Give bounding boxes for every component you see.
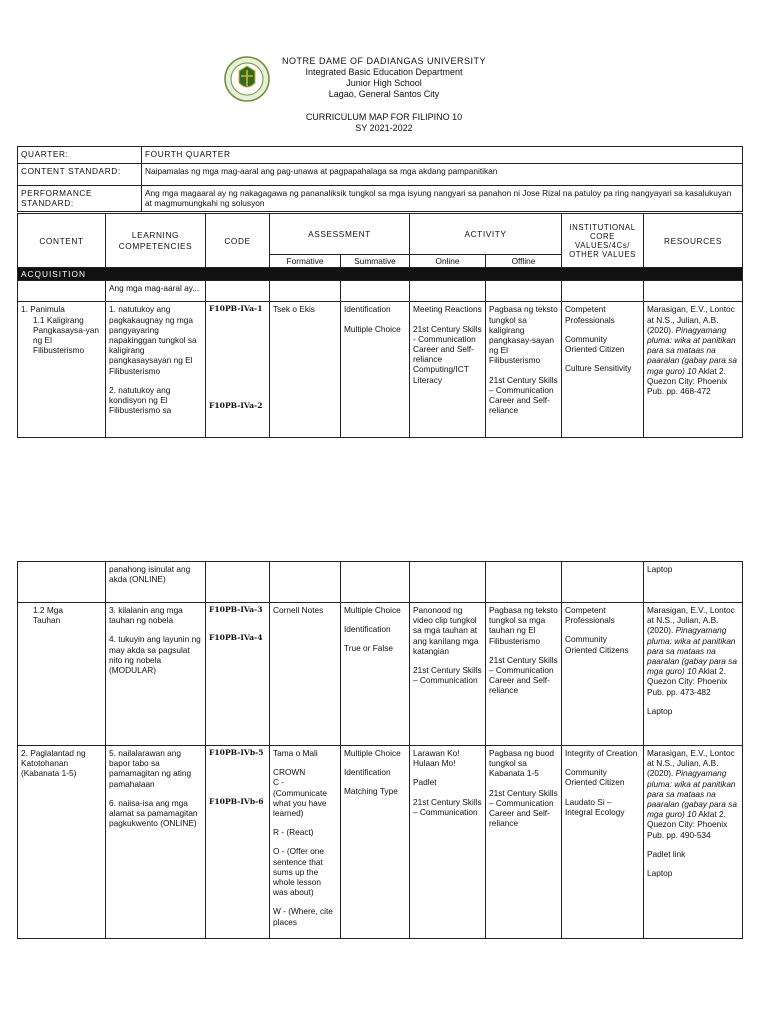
offline-item: 21st Century Skills – Communication Career and Self-reliance: [489, 787, 558, 829]
formative-cell: [270, 746, 341, 939]
school-name: NOTRE DAME OF DADIANGAS UNIVERSITY: [281, 56, 487, 66]
performance-standard-value: Ang mga magaaral ay ng nakagagawa ng pananaliksik tungkol sa mga isyung nangyari sa panahon ni Jose Rizal na patuloy pa ring nangyayari sa kasalukuyan at magmumungkahi ng solusyon: [142, 186, 743, 212]
value-item: Laudato Si – Integral Ecology: [565, 796, 625, 817]
content-standard-label: CONTENT STANDARD:: [18, 164, 142, 186]
col-competencies-header: LEARNING COMPETENCIES: [106, 214, 206, 268]
formative-item: C - (Communicate what you have learned): [273, 777, 327, 819]
empty-cell: [206, 562, 270, 603]
formative-item: W - (Where, cite places: [273, 906, 333, 927]
quarter-label: QUARTER:: [18, 147, 142, 164]
formative-cell: Tsek o Ekis: [270, 302, 341, 438]
competency-item: 3. kilalanin ang mga tauhan ng nobela: [109, 605, 183, 626]
resources-cell: [644, 603, 743, 746]
col-values-header: INSTITUTIONAL CORE VALUES/4Cs/ OTHER VALUES: [562, 214, 644, 268]
empty-cell: [18, 562, 106, 603]
formative-header: Formative: [270, 255, 341, 268]
school-year: SY 2021-2022: [355, 123, 413, 133]
online-item: Padlet: [413, 777, 437, 788]
offline-cell: [486, 302, 562, 438]
summative-cell: [341, 603, 410, 746]
resource-authors: Marasigan, E.V., Lontoc at N.S., Julian, A.B. (2020).: [647, 304, 735, 335]
competency-code: F10PB-IVa-1: [209, 304, 263, 314]
online-cell: [410, 603, 486, 746]
value-item: Competent Professionals: [565, 304, 615, 325]
content-topic: 1. Panimula: [21, 304, 65, 315]
competency-item: 4. tukuyin ang layunin ng may akda sa pagsulat nito ng nobela (MODULAR): [109, 634, 201, 676]
offline-item: Pagbasa ng teksto tungkol sa mga tauhan ng El Filibusterismo: [489, 605, 558, 646]
summative-item: Identification: [344, 624, 391, 635]
resource-continued: Laptop: [644, 562, 743, 603]
content-cell: [18, 603, 106, 746]
empty-cell: [206, 281, 270, 302]
section-acquisition: ACQUISITION: [18, 268, 743, 281]
summative-item: Multiple Choice: [344, 748, 401, 758]
values-cell: [562, 746, 644, 939]
summative-header: Summative: [341, 255, 410, 268]
offline-item: 21st Century Skills – Communication Career and Self-reliance: [489, 654, 558, 696]
resource-book-title: Pinagyamang pluma: wika at panitikan para sa mataas na paaralan (gabay para sa mga guro) 10: [647, 324, 737, 376]
content-standard-value: Naipamalas ng mga mag-aaral ang pag-unawa at pagpapahalaga sa mga akdang pampanitikan: [142, 164, 743, 186]
empty-cell: [486, 562, 562, 603]
offline-header: Offline: [486, 255, 562, 268]
resource-authors: Marasigan, E.V., Lontoc at N.S., Julian, A.B. (2020).: [647, 748, 735, 779]
competency-item: 2. natutukoy ang kondisyon ng El Filibusterismo sa: [109, 384, 172, 416]
resource-device: Laptop: [647, 868, 673, 879]
resource-book-title: Pinagyamang pluma: wika at panitikan para sa mataas na paaralan (gabay para sa mga guro) 10: [647, 625, 737, 677]
summative-cell: [341, 746, 410, 939]
col-activity-header: ACTIVITY: [410, 214, 562, 255]
resources-cell: [644, 746, 743, 939]
standards-table: [17, 146, 743, 212]
competency-code: F10PB-IVa-3: [209, 605, 263, 614]
resource-publisher: Aklat 2. Quezon City: Phoenix Pub. pp. 490-534: [647, 809, 728, 840]
school-address: Lagao, General Santos City: [328, 89, 440, 99]
col-resources-header: RESOURCES: [644, 214, 743, 268]
col-assessment-header: ASSESSMENT: [270, 214, 410, 255]
values-cell: [562, 603, 644, 746]
competencies-cell: [106, 302, 206, 438]
quarter-value: FOURTH QUARTER: [142, 147, 743, 164]
document-header: [0, 56, 768, 100]
summative-item: Matching Type: [344, 786, 398, 797]
curriculum-table-continued: [17, 561, 743, 939]
empty-cell: [270, 562, 341, 603]
online-item: Larawan Ko! Hulaan Mo!: [413, 748, 460, 769]
formative-item: R - (React): [273, 827, 314, 838]
code-cell: [206, 302, 270, 438]
summative-item: Identification: [344, 304, 391, 315]
competency-code: F10PB-IVb-6: [209, 797, 264, 807]
resources-cell: [644, 302, 743, 438]
empty-cell: [341, 281, 410, 302]
curriculum-table: [17, 213, 743, 438]
offline-cell: [486, 603, 562, 746]
summative-item: Multiple Choice: [344, 605, 401, 615]
intro-competency: Ang mga mag-aaral ay...: [106, 281, 206, 302]
empty-cell: [562, 281, 644, 302]
value-item: Community Oriented Citizens: [565, 634, 629, 655]
code-cell: [206, 603, 270, 746]
empty-cell: [270, 281, 341, 302]
values-cell: [562, 302, 644, 438]
competencies-cell: [106, 603, 206, 746]
empty-cell: [486, 281, 562, 302]
department-name: Integrated Basic Education Department: [305, 67, 463, 77]
value-item: Competent Professionals: [565, 605, 615, 626]
competency-code: F10PB-IVb-5: [209, 748, 264, 757]
online-header: Online: [410, 255, 486, 268]
empty-cell: [644, 281, 743, 302]
value-item: Culture Sensitivity: [565, 363, 632, 374]
summative-item: Multiple Choice: [344, 323, 401, 334]
summative-cell: [341, 302, 410, 438]
content-cell: 2. Paglalantad ng Katotohanan (Kabanata 1-5): [18, 746, 106, 939]
resource-link: Padlet link: [647, 848, 686, 859]
performance-standard-label: PERFORMANCE STANDARD:: [18, 186, 142, 212]
content-subtopic: 1.1 Kaligirang Pangkasaysa-yan ng El Filibusterismo: [33, 314, 99, 356]
formative-item: O - (Offer one sentence that sums up the whole lesson was about): [273, 846, 325, 898]
competency-code: F10PB-IVa-4: [209, 633, 263, 643]
empty-cell: [18, 281, 106, 302]
online-cell: [410, 302, 486, 438]
value-item: Community Oriented Citizen: [565, 767, 625, 788]
document-title-block: [0, 112, 768, 134]
col-code-header: CODE: [206, 214, 270, 268]
competencies-cell: [106, 746, 206, 939]
offline-cell: [486, 746, 562, 939]
online-item: Panonood ng video clip tungkol sa mga tauhan at ang kanilang mga katangian: [413, 605, 479, 656]
competency-item: 1. natutukoy ang pagkakaugnay ng mga pangyayaring napakinggan tungkol sa kaligirang pangkasaysayan ng El Filibusterismo: [109, 304, 197, 376]
content-cell: [18, 302, 106, 438]
resource-authors: Marasigan, E.V., Lontoc at N.S., Julian, A.B. (2020).: [647, 605, 735, 636]
formative-cell: Cornell Notes: [270, 603, 341, 746]
resource-publisher: Aklat 2. Quezon City: Phoenix Pub. pp. 473-482: [647, 666, 728, 697]
value-item: Integrity of Creation: [565, 748, 638, 758]
offline-item: 21st Century Skills – Communication Career and Self-reliance: [489, 374, 558, 416]
offline-item: Pagbasa ng teksto tungkol sa kaligirang pangkasay-sayan ng El Filibusterismo: [489, 304, 558, 366]
summative-item: Identification: [344, 767, 391, 778]
online-item: Meeting Reactions: [413, 304, 482, 315]
formative-item: Tama o Mali: [273, 748, 318, 758]
empty-cell: [410, 562, 486, 603]
school-level: Junior High School: [346, 78, 422, 88]
content-subtopic: 1.2 Mga Tauhan: [33, 605, 63, 626]
empty-cell: [410, 281, 486, 302]
competency-item: 6. naiisa-isa ang mga alamat sa pamamagitan pagkukwento (ONLINE): [109, 797, 198, 829]
value-item: Community Oriented Citizen: [565, 333, 625, 355]
resource-book-title: Pinagyamang pluma: wika at panitikan para sa mataas na paaralan (gabay para sa mga guro) 10: [647, 768, 737, 820]
empty-cell: [562, 562, 644, 603]
empty-cell: [341, 562, 410, 603]
competency-continued: panahong isinulat ang akda (ONLINE): [106, 562, 206, 603]
resource-publisher: Aklat 2. Quezon City: Phoenix Pub. pp. 468-472: [647, 365, 728, 397]
summative-item: True or False: [344, 643, 394, 654]
online-cell: [410, 746, 486, 939]
offline-item: Pagbasa ng buod tungkol sa Kabanata 1-5: [489, 748, 555, 779]
resource-device: Laptop: [647, 705, 673, 716]
online-item: 21st Century Skills – Communication: [413, 665, 482, 686]
formative-item: CROWN: [273, 767, 306, 778]
online-item: 21st Century Skills – Communication: [413, 796, 482, 817]
competency-item: 5. nailalarawan ang bapor tabo sa pamamagitan ng ating pamahalaan: [109, 748, 192, 789]
document-title: CURRICULUM MAP FOR FILIPINO 10: [305, 112, 463, 122]
competency-code: F10PB-IVa-2: [209, 400, 263, 410]
online-item: 21st Century Skills - Communication Career and Self-reliance Computing/ICT Literacy: [413, 323, 482, 385]
col-content-header: CONTENT: [18, 214, 106, 268]
code-cell: [206, 746, 270, 939]
